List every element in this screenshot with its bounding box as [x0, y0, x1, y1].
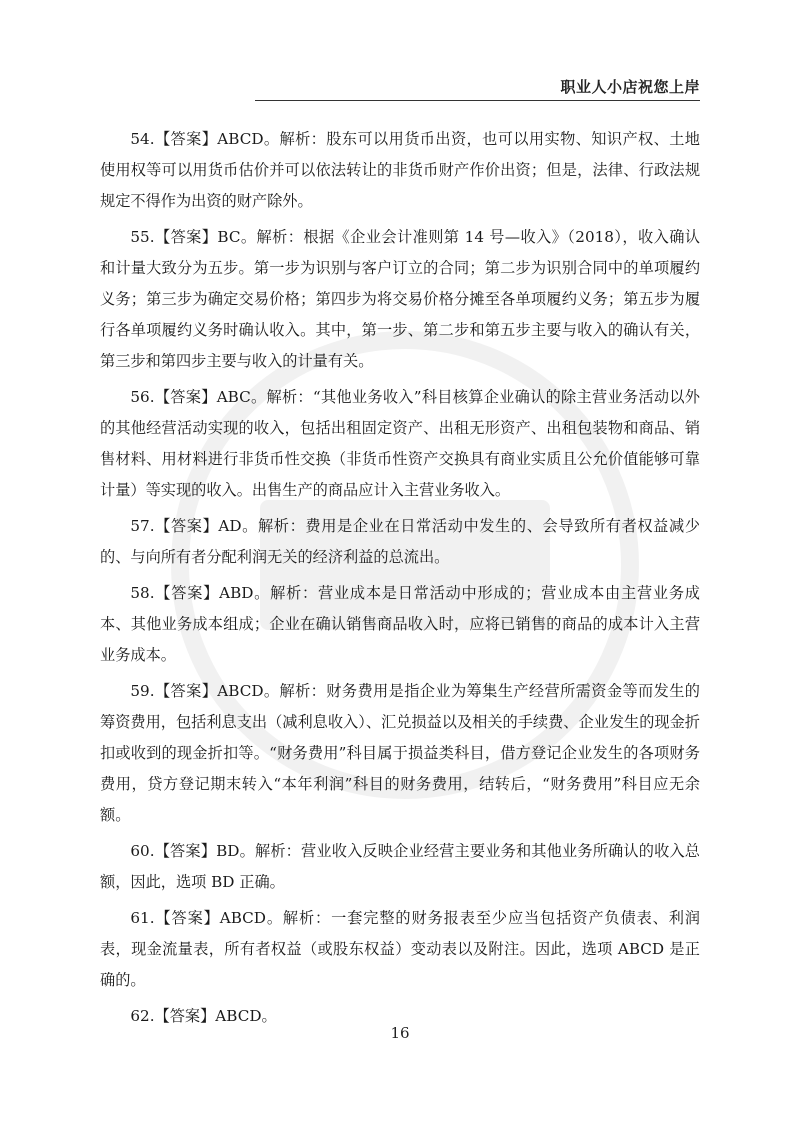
answer-57: 57.【答案】AD。解析：费用是企业在日常活动中发生的、会导致所有者权益减少的、与向所有者分配利润无关的经济利益的总流出。	[100, 517, 700, 566]
page-number: 16	[390, 1024, 410, 1042]
answer-62: 62.【答案】ABCD。	[130, 1007, 277, 1025]
answer-55: 55.【答案】BC。解析：根据《企业会计准则第 14 号—收入》（2018），收入确认和计量大致分为五步。第一步为识别与客户订立的合同；第二步为识别合同中的单项履约义务；第三步为确定交易价格；第四步为将交易价格分摊至各单项履约义务；第五步为履行各单项履约义务时确认收入。其中，第一步、第二步和第五步主要与收入的确认有关，第三步和第四步主要与收入的计量有关。	[100, 228, 700, 370]
answer-list	[100, 124, 700, 1037]
answer-58: 58.【答案】ABD。解析：营业成本是日常活动中形成的；营业成本由主营业务成本、其他业务成本组成；企业在确认销售商品收入时，应将已销售的商品的成本计入主营业务成本。	[100, 584, 700, 664]
answer-61: 61.【答案】ABCD。解析：一套完整的财务报表至少应当包括资产负债表、利润表，现金流量表，所有者权益（或股东权益）变动表以及附注。因此，选项 ABCD 是正确的。	[100, 909, 700, 989]
answer-56: 56.【答案】ABC。解析：“其他业务收入”科目核算企业确认的除主营业务活动以外的其他经营活动实现的收入，包括出租固定资产、出租无形资产、出租包装物和商品、销售材料、用材料进行非货币性交换（非货币性资产交换具有商业实质且公允价值能够可靠计量）等实现的收入。出售生产的商品应计入主营业务收入。	[100, 388, 700, 499]
page-header-title: 职业人小店祝您上岸	[560, 78, 700, 96]
header-divider	[255, 100, 700, 101]
answer-59: 59.【答案】ABCD。解析：财务费用是指企业为筹集生产经营所需资金等而发生的筹资费用，包括利息支出（减利息收入）、汇兑损益以及相关的手续费、企业发生的现金折扣或收到的现金折扣等。“财务费用”科目属于损益类科目，借方登记企业发生的各项财务费用，贷方登记期末转入“本年利润”科目的财务费用，结转后，“财务费用”科目应无余额。	[100, 682, 700, 824]
answer-60: 60.【答案】BD。解析：营业收入反映企业经营主要业务和其他业务所确认的收入总额，因此，选项 BD 正确。	[100, 842, 700, 891]
answer-54: 54.【答案】ABCD。解析：股东可以用货币出资，也可以用实物、知识产权、土地使用权等可以用货币估价并可以依法转让的非货币财产作价出资；但是，法律、行政法规规定不得作为出资的财产除外。	[100, 130, 700, 210]
